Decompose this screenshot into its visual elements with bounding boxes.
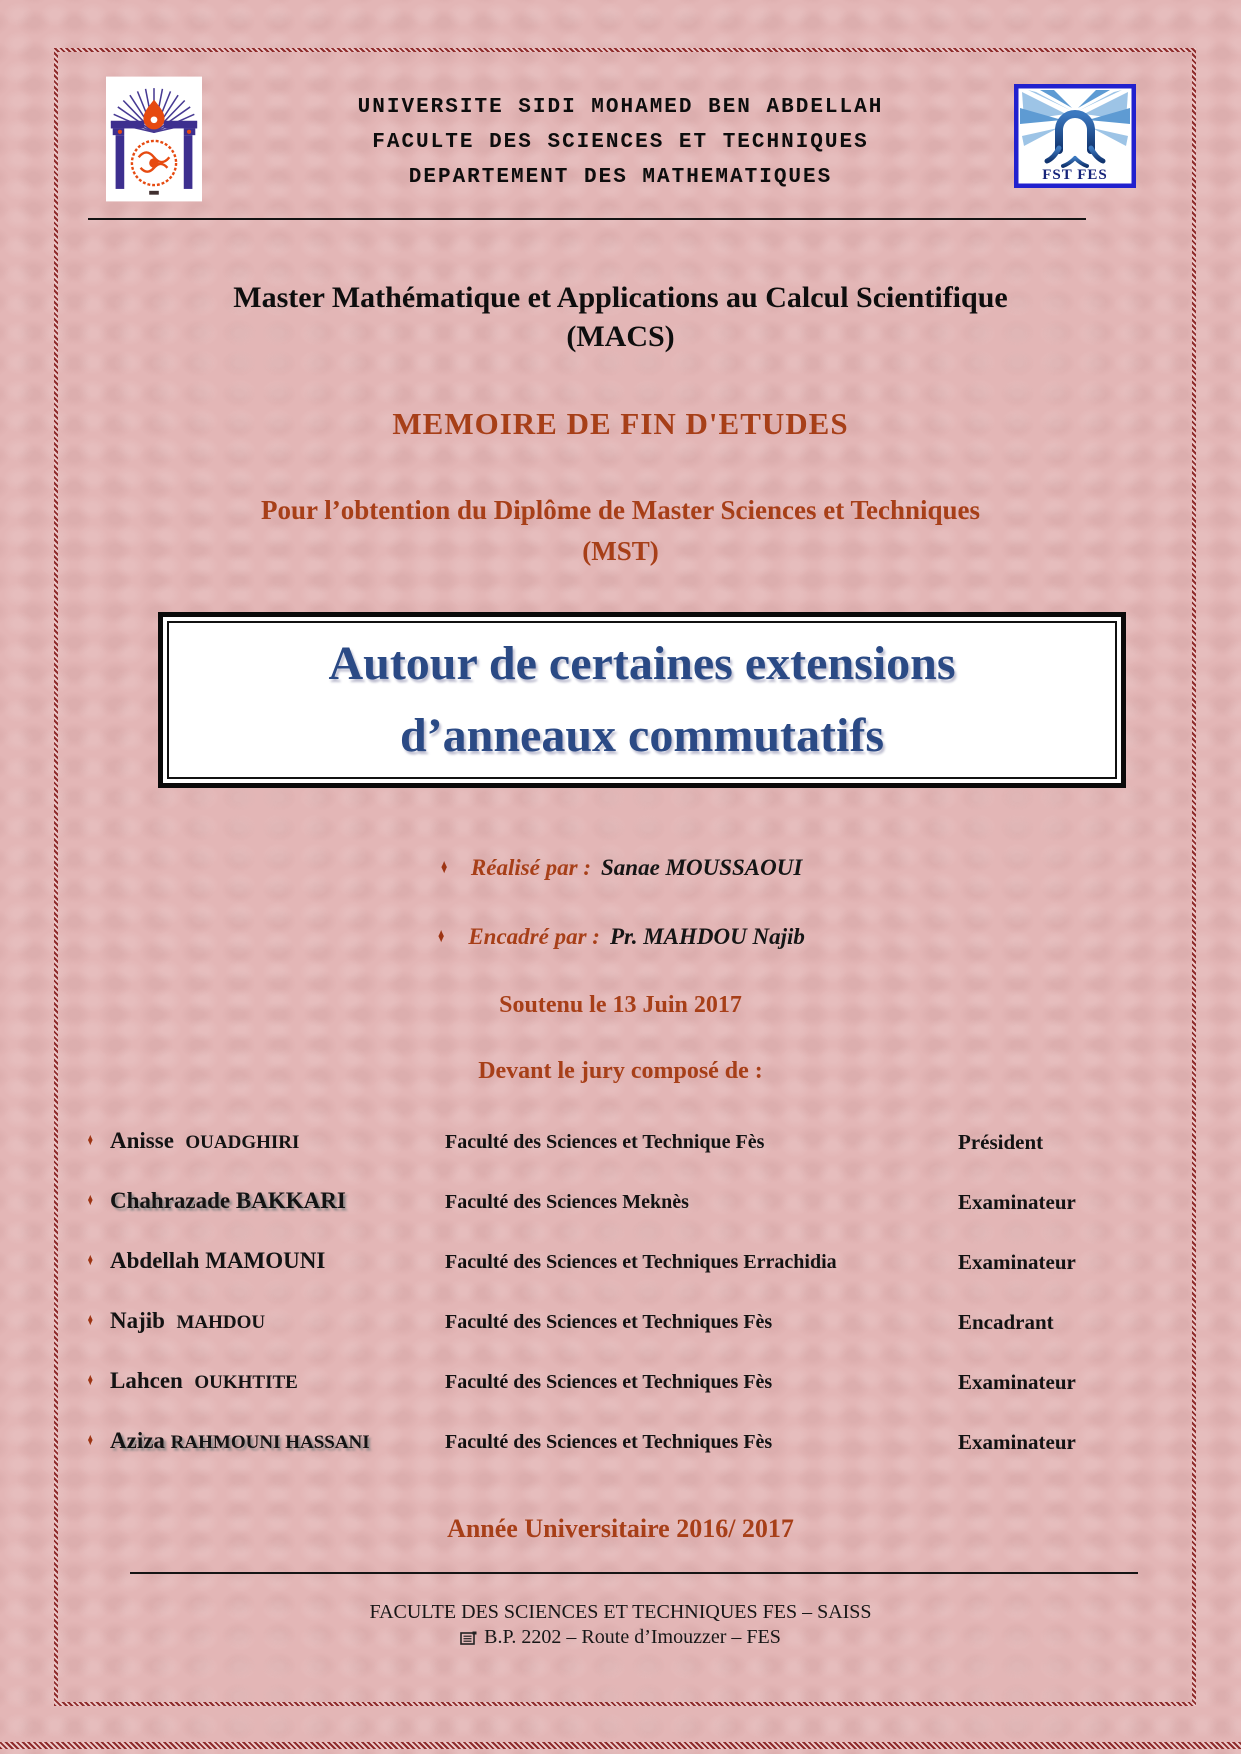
jury-first-name: Lahcen [110, 1368, 183, 1393]
jury-role: Président [958, 1130, 1044, 1154]
faculty-name: FACULTE DES SCIENCES ET TECHNIQUES [372, 131, 869, 154]
jury-last-name: RAHMOUNI HASSANI [170, 1432, 370, 1453]
jury-first-name: Anisse [110, 1128, 174, 1153]
jury-heading: Devant le jury composé de : [478, 1058, 763, 1084]
jury-first-name: Abdellah [110, 1248, 200, 1273]
jury-row [60, 1416, 1181, 1476]
jury-member-name [110, 1428, 450, 1454]
program-line1: Master Mathématique et Applications au Calcul Scientifique [233, 281, 1008, 314]
realise-label: Réalisé par : [470, 855, 591, 880]
header-separator-line [88, 218, 1086, 220]
jury-row [60, 1296, 1181, 1356]
encadre-name: Pr. MAHDOU Najib [609, 924, 805, 949]
thesis-title-line2: d’anneaux commutatifs [399, 709, 884, 762]
jury-first-name: Aziza [110, 1428, 165, 1453]
thesis-title-line1: Autour de certaines extensions [328, 637, 956, 690]
diamond-bullet-icon: ♦ [438, 925, 445, 947]
footer-line2: B.P. 2202 – Route d’Imouzzer – FES [484, 1626, 781, 1648]
jury-last-name: MAMOUNI [205, 1248, 326, 1273]
memoire-heading: MEMOIRE DE FIN D'ETUDES [392, 406, 849, 441]
jury-last-name: OUADGHIRI [185, 1132, 300, 1153]
jury-last-name: BAKKARI [235, 1188, 346, 1213]
jury-member-name [110, 1128, 450, 1154]
jury-row [60, 1176, 1181, 1236]
diamond-bullet-icon: ♦ [87, 1130, 94, 1149]
jury-member-name [110, 1368, 450, 1394]
program-title [60, 278, 1181, 356]
diamond-bullet-icon: ♦ [87, 1430, 94, 1449]
encadre-label: Encadré par : [468, 924, 600, 949]
defense-date: Soutenu le 13 Juin 2017 [499, 992, 742, 1018]
jury-row [60, 1236, 1181, 1296]
program-line2: (MACS) [566, 320, 675, 353]
jury-affiliation: Faculté des Sciences Meknès [445, 1191, 689, 1213]
institution-header [60, 90, 1181, 195]
jury-first-name: Najib [110, 1308, 165, 1333]
jury-member-name [110, 1188, 450, 1214]
obtention-line1: Pour l’obtention du Diplôme de Master Sciences et Techniques [260, 495, 981, 525]
department-name: DEPARTEMENT DES MATHEMATIQUES [408, 166, 833, 189]
jury-affiliation: Faculté des Sciences et Techniques Fès [445, 1371, 773, 1393]
jury-member-name [110, 1248, 450, 1274]
jury-last-name: OUKHTITE [194, 1372, 298, 1393]
academic-year: Année Universitaire 2016/ 2017 [447, 1514, 794, 1543]
jury-role: Encadrant [958, 1310, 1054, 1334]
footer-line1: FACULTE DES SCIENCES ET TECHNIQUES FES – SAISS [369, 1601, 872, 1623]
fst-fes-caption: FST FES [1042, 167, 1108, 183]
footer-separator-line [130, 1572, 1138, 1574]
realise-name: Sanae MOUSSAOUI [601, 855, 803, 880]
jury-role: Examinateur [958, 1430, 1076, 1454]
university-name: UNIVERSITE SIDI MOHAMED BEN ABDELLAH [357, 96, 884, 119]
jury-row [60, 1356, 1181, 1416]
jury-role: Examinateur [958, 1190, 1076, 1214]
jury-row [60, 1116, 1181, 1176]
jury-affiliation: Faculté des Sciences et Techniques Fès [445, 1431, 773, 1453]
diamond-bullet-icon: ♦ [87, 1310, 94, 1329]
encadre-par-row [60, 924, 1181, 950]
jury-affiliation: Faculté des Sciences et Technique Fès [445, 1131, 765, 1153]
diamond-bullet-icon: ♦ [87, 1190, 94, 1209]
jury-first-name: Chahrazade [110, 1188, 231, 1213]
bottom-edge-border [0, 1742, 1241, 1749]
obtention-line2: (MST) [582, 536, 659, 566]
jury-role: Examinateur [958, 1370, 1076, 1394]
mail-icon [460, 1631, 477, 1645]
diamond-bullet-icon: ♦ [87, 1250, 94, 1269]
realise-par-row [60, 855, 1181, 881]
diamond-bullet-icon: ♦ [87, 1370, 94, 1389]
jury-affiliation: Faculté des Sciences et Techniques Errachidia [445, 1251, 837, 1273]
obtention-heading [60, 490, 1181, 572]
jury-list [60, 1116, 1181, 1476]
thesis-title-box [158, 612, 1126, 788]
footer-address [60, 1600, 1181, 1650]
diamond-bullet-icon: ♦ [440, 856, 447, 878]
jury-role: Examinateur [958, 1250, 1076, 1274]
jury-affiliation: Faculté des Sciences et Techniques Fès [445, 1311, 773, 1333]
thesis-title-inner-frame [167, 621, 1117, 779]
jury-last-name: MAHDOU [176, 1312, 266, 1333]
jury-member-name [110, 1308, 450, 1334]
footer-line2-wrap [60, 1625, 1181, 1650]
